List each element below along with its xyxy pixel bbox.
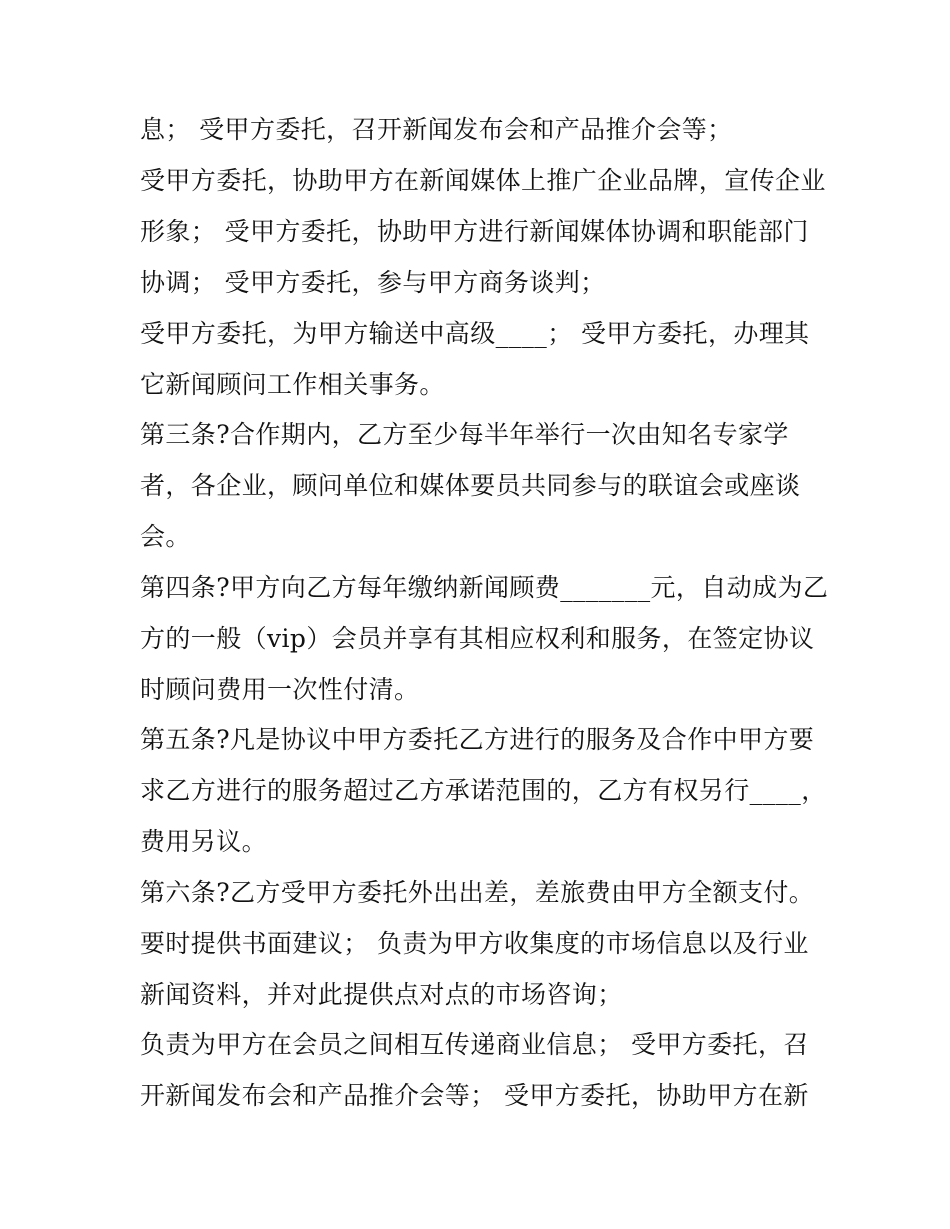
text-line: 第三条?合作期内，乙方至少每半年举行一次由知名专家学	[140, 420, 789, 449]
text-line: 第五条?凡是协议中甲方委托乙方进行的服务及合作中甲方要	[140, 725, 815, 754]
text-line: 者，各企业，顾问单位和媒体要员共同参与的联谊会或座谈	[140, 471, 801, 500]
text-line: 形象； 受甲方委托，协助甲方进行新闻媒体协调和职能部门	[140, 217, 809, 246]
text-line: 新闻资料，并对此提供点对点的市场咨询；	[140, 980, 623, 1009]
text-line: 第四条?甲方向乙方每年缴纳新闻顾费_______元，自动成为乙	[140, 573, 829, 602]
text-line: 费用另议。	[140, 827, 268, 856]
text-line: 方的一般（vip）会员并享有其相应权利和服务，在签定协议	[140, 624, 815, 653]
text-line: 第六条?乙方受甲方委托外出出差，差旅费由甲方全额支付。	[140, 878, 815, 907]
text-line: 它新闻顾问工作相关事务。	[140, 370, 445, 399]
text-line: 协调； 受甲方委托，参与甲方商务谈判；	[140, 268, 606, 297]
text-line: 受甲方委托，为甲方输送中高级____； 受甲方委托，办理其	[140, 319, 810, 348]
text-line: 要时提供书面建议； 负责为甲方收集度的市场信息以及行业	[140, 929, 809, 958]
text-line: 受甲方委托，协助甲方在新闻媒体上推广企业品牌，宣传企业	[140, 166, 826, 195]
text-line: 开新闻发布会和产品推介会等； 受甲方委托，协助甲方在新	[140, 1081, 809, 1110]
text-line: 时顾问费用一次性付清。	[140, 675, 420, 704]
text-line: 会。	[140, 522, 191, 551]
text-line: 息； 受甲方委托，召开新闻发布会和产品推介会等；	[140, 115, 733, 144]
text-line: 负责为甲方在会员之间相互传递商业信息； 受甲方委托，召	[140, 1030, 809, 1059]
text-line: 求乙方进行的服务超过乙方承诺范围的，乙方有权另行____，	[140, 776, 827, 805]
